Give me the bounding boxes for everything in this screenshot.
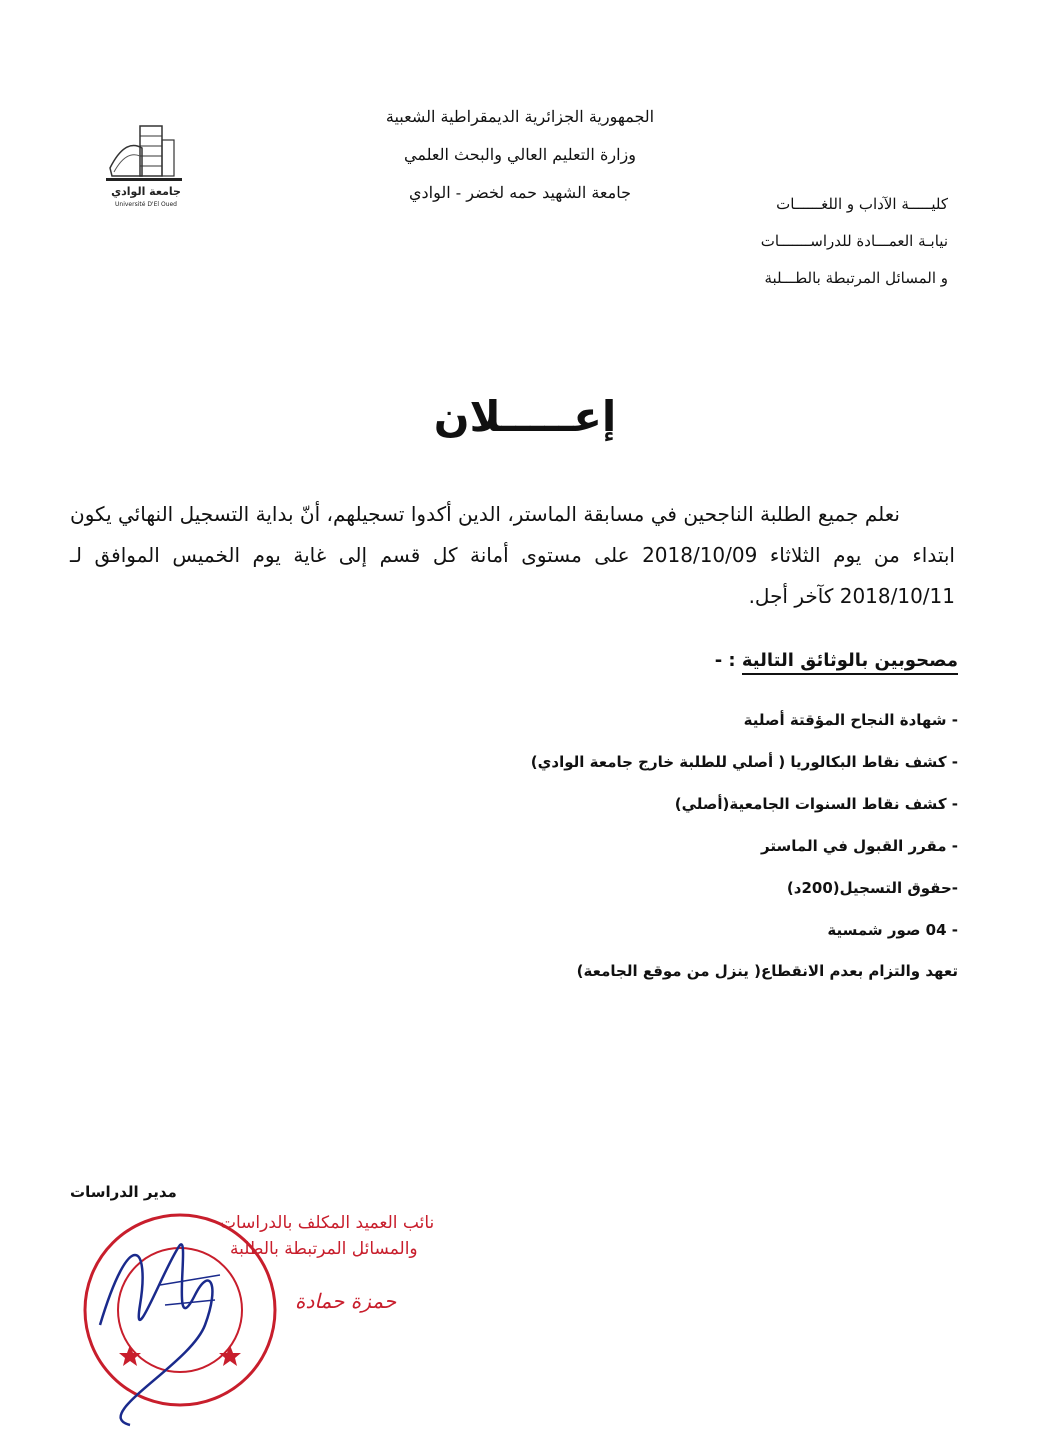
- documents-list: [358, 705, 958, 957]
- university-logo: [100, 118, 192, 210]
- logo-arabic-text: جامعة الوادي: [111, 185, 181, 198]
- university-building-icon: [100, 118, 192, 210]
- vice-dean-name: حمزة حمادة: [295, 1289, 397, 1313]
- list-item: - شهادة النجاح المؤقتة أصلية: [743, 711, 958, 729]
- documents-heading-suffix: : -: [714, 650, 742, 671]
- faculty-name: كليـــــة الآداب و اللغــــــات: [776, 195, 948, 213]
- handwritten-signature: [100, 1244, 212, 1425]
- body-paragraph: نعلم جميع الطلبة الناجحين في مسابقة الماستر، الدين أكدوا تسجيلهم، أنّ بداية التسجيل النهائي يكون ابتداء من يوم الثلاثاء 2018/10/09 على مستوى أمانة كل قسم إلى غاية يوم الخميس الموافق لـ 2018/10/11 كآخر أجل.: [70, 502, 955, 608]
- list-item: -حقوق التسجيل(200د): [786, 879, 958, 897]
- ministry-name: وزارة التعليم العالي والبحث العلمي: [404, 145, 636, 164]
- university-name: جامعة الشهيد حمه لخضر - الوادي: [409, 183, 631, 202]
- list-item: - كشف نقاط البكالوريا ( أصلي للطلبة خارج جامعة الوادي): [530, 753, 958, 771]
- official-stamp-area: [70, 1205, 490, 1435]
- announcement-body: [70, 494, 955, 617]
- faculty-header: [688, 186, 948, 297]
- director-of-studies: مدير الدراسات: [70, 1183, 177, 1201]
- pledge-item: تعهد والتزام بعدم الانقطاع( ينزل من موقع الجامعة): [576, 962, 958, 980]
- list-item: - 04 صور شمسية: [827, 921, 958, 939]
- vice-dean-portfolio: والمسائل المرتبطة بالطلبة: [230, 1239, 418, 1259]
- documents-heading-text: مصحوبين بالوثائق التالية: [742, 650, 958, 675]
- documents-heading: [715, 650, 958, 671]
- announcement-title: إعـــــلان: [433, 392, 617, 441]
- list-item: - مقرر القبول في الماستر: [761, 837, 958, 855]
- list-item: - كشف نقاط السنوات الجامعية(أصلي): [674, 795, 958, 813]
- letterhead: [360, 98, 680, 212]
- logo-latin-text: Université D'El Oued: [115, 201, 177, 208]
- student-affairs-name: و المسائل المرتبطة بالطـــلبة: [764, 269, 948, 287]
- vice-dean-title: نائب العميد المكلف بالدراسات: [220, 1213, 435, 1233]
- vice-deanship-name: نيابـة العمـــادة للدراســـــــات: [760, 232, 948, 250]
- republic-name: الجمهورية الجزائرية الديمقراطية الشعبية: [385, 107, 655, 126]
